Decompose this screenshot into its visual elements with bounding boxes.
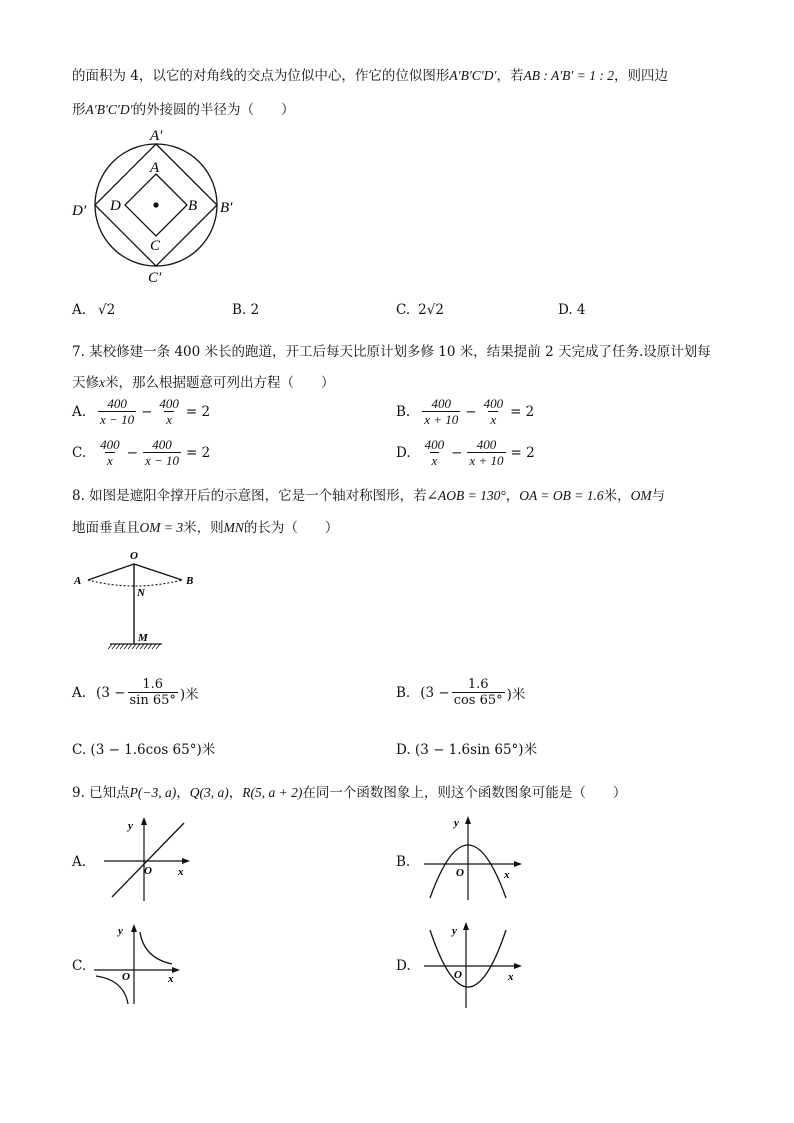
label-d: D bbox=[110, 198, 121, 214]
q7-option-a[interactable]: A. $\frac{400}{x - 10}$ − $\frac{400}{x}$ = 2 bbox=[72, 396, 211, 427]
q9-option-b-label[interactable]: B. bbox=[396, 854, 411, 870]
svg-text:M: M bbox=[138, 632, 148, 644]
q8-option-a[interactable]: A. (3 − $\frac{1.6}{\sin 65^\circ}$ )米 bbox=[72, 677, 199, 708]
q6-line-2: 形A′B′C′D′的外接圆的半径为（ ） bbox=[72, 102, 295, 118]
label-d1: D′ bbox=[72, 203, 87, 219]
label-a1: A′ bbox=[150, 128, 163, 144]
center-point bbox=[153, 202, 158, 207]
label-b1: B′ bbox=[220, 200, 233, 216]
svg-text:O: O bbox=[454, 969, 462, 981]
q7-option-d[interactable]: D. $\frac{400}{x}$ − $\frac{400}{x + 10}$ = 2 bbox=[396, 437, 535, 468]
q6-option-d[interactable]: D. 4 bbox=[558, 302, 586, 318]
svg-text:x: x bbox=[178, 866, 184, 878]
q8-line-2: 地面垂直且OM = 3米，则MN的长为（ ） bbox=[72, 520, 339, 536]
svg-text:x: x bbox=[508, 971, 514, 983]
q8-line-1: 8. 如图是遮阳伞撑开后的示意图，它是一个轴对称图形，若∠AOB = 130°，OA = OB = 1.6米，OM与 bbox=[72, 488, 666, 504]
q8-umbrella-figure bbox=[66, 544, 216, 664]
svg-text:N: N bbox=[137, 587, 145, 599]
svg-text:O: O bbox=[130, 550, 138, 562]
q6-option-b[interactable]: B. 2 bbox=[232, 302, 260, 318]
svg-text:B: B bbox=[186, 575, 194, 587]
label-c: C bbox=[150, 238, 161, 254]
svg-text:y: y bbox=[128, 820, 133, 832]
q8-option-b[interactable]: B. (3 − $\frac{1.6}{\cos 65^\circ}$ )米 bbox=[396, 677, 526, 708]
svg-text:x: x bbox=[168, 973, 174, 985]
q7-option-c[interactable]: C. $\frac{400}{x}$ − $\frac{400}{x - 10}$ = 2 bbox=[72, 437, 211, 468]
q7-option-b[interactable]: B. $\frac{400}{x + 10}$ − $\frac{400}{x}$ = 2 bbox=[396, 396, 535, 427]
label-a: A bbox=[150, 160, 160, 176]
q6-figure bbox=[60, 122, 260, 292]
q7-line-1: 7. 某校修建一条 400 米长的跑道，开工后每天比原计划多修 10 米，结果提前 2 天完成了任务.设原计划每 bbox=[72, 344, 711, 360]
svg-text:O: O bbox=[456, 867, 464, 879]
svg-text:y: y bbox=[118, 925, 123, 937]
q6-line-1: 的面积为 4，以它的对角线的交点为位似中心，作它的位似图形A′B′C′D′，若AB : A′B′ = 1 : 2，则四边 bbox=[72, 68, 668, 84]
label-b: B bbox=[188, 198, 198, 214]
q9-graph-b[interactable] bbox=[420, 812, 530, 902]
q6-option-c[interactable]: C. 2√2 bbox=[396, 302, 444, 318]
q8-option-c[interactable]: C. (3 − 1.6cos 65°)米 bbox=[72, 742, 216, 758]
q9-option-c-label[interactable]: C. bbox=[72, 958, 87, 974]
svg-text:O: O bbox=[122, 971, 130, 983]
svg-text:y: y bbox=[454, 817, 459, 829]
q9-line-1: 9. 已知点P(−3, a)，Q(3, a)，R(5, a + 2)在同一个函数图象上，则这个函数图象可能是（ ） bbox=[72, 785, 627, 801]
q9-graph-d[interactable] bbox=[420, 920, 530, 1010]
svg-text:O: O bbox=[144, 865, 152, 877]
q6-option-a[interactable]: A. √2 bbox=[72, 302, 116, 318]
label-c1: C′ bbox=[148, 270, 162, 286]
ratio: AB : A′B′ = 1 : 2 bbox=[523, 68, 614, 83]
q7-line-2: 天修x米，那么根据题意可列出方程（ ） bbox=[72, 375, 335, 391]
figure-name: A′B′C′D′ bbox=[449, 68, 497, 83]
svg-text:x: x bbox=[504, 869, 510, 881]
q9-graph-c[interactable] bbox=[90, 920, 190, 1010]
q9-option-d-label[interactable]: D. bbox=[396, 958, 411, 974]
svg-text:y: y bbox=[452, 925, 457, 937]
q8-option-d[interactable]: D. (3 − 1.6sin 65°)米 bbox=[396, 742, 538, 758]
q9-graph-a[interactable] bbox=[98, 815, 198, 905]
q9-option-a-label[interactable]: A. bbox=[72, 854, 87, 870]
figure-name: A′B′C′D′ bbox=[85, 102, 133, 117]
svg-text:A: A bbox=[74, 575, 82, 587]
